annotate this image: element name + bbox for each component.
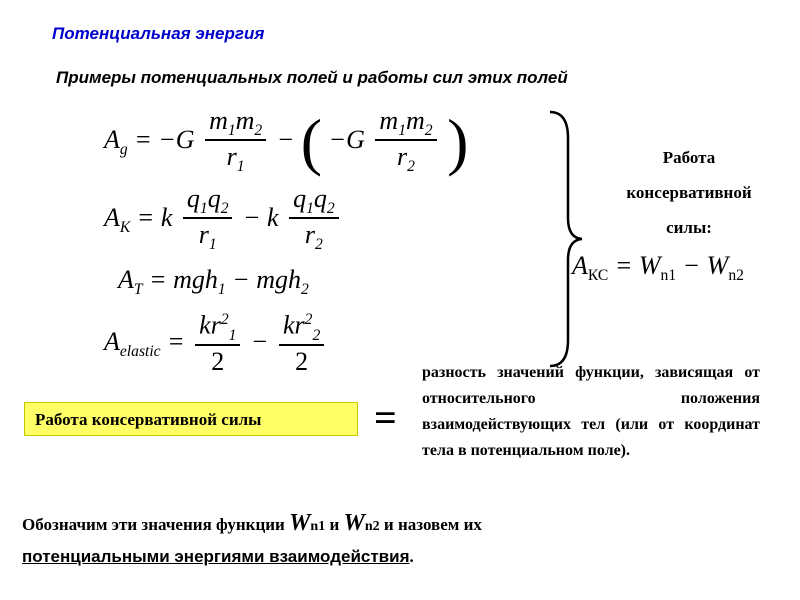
page-title: Потенциальная энергия [52,24,265,43]
frac-gravity-1: $\frac{m_1m_2}{r_1}$ [205,107,266,177]
minus-sign: − [276,125,295,154]
paren-open: ( [300,106,323,178]
frac-elastic-1: $\frac{kr^2_1}{2}$ [195,311,240,377]
bottom-statement: Обозначим эти значения функции Wn1 и Wn2 и назовем их потенциальными энергиями взаимодействия. [22,510,482,566]
curly-brace-icon [546,108,586,370]
eq-minus-g: = −G [134,125,195,154]
paren-close: ) [447,106,469,178]
formula-conservative-work: $A_{КС} = W_{n1} - W_{n2}$ [572,251,744,285]
symbol-a: A [104,125,120,154]
formula-coulomb: $A_K = k$ $\frac{q_1q_2}{r_1}$ − k $\frac{q_1q_2}{r_2}$ [104,180,343,256]
frac-gravity-2: $\frac{m_1m_2}{r_2}$ [375,107,436,177]
work-label: Работа консервативной силы: [626,148,752,237]
conservative-work-label: Работа консервативной силы [24,402,358,436]
page-subtitle: Примеры потенциальных полей и работы сил этих полей [56,68,568,87]
definition-text: разность значений функции, зависящая от относительного положения взаимодействующих тел (или от координат тела в потенциальном поле). [422,364,760,459]
equals-sign: = [374,395,397,440]
neg-g: −G [328,125,365,154]
frac-coulomb-2: $\frac{q_1q_2}{r_2}$ [289,185,339,255]
formula-elastic: $A_{elastic}$ = $\frac{kr^2_1}{2}$ − $\frac{kr^2_2}{2}$ [104,304,328,380]
frac-coulomb-1: $\frac{q_1q_2}{r_1}$ [183,185,233,255]
formula-gravity-uniform: $A_T = mgh_1 - mgh_2$ [118,265,309,299]
formula-gravity: $A_g = -G$ $\frac{m_1m_2}{r_1}$ − ( −G $\frac{m_1m_2}{r_2}$ ) [104,105,469,178]
potential-energy-term: потенциальными энергиями взаимодействия [22,547,410,566]
frac-elastic-2: $\frac{kr^2_2}{2}$ [279,311,324,377]
